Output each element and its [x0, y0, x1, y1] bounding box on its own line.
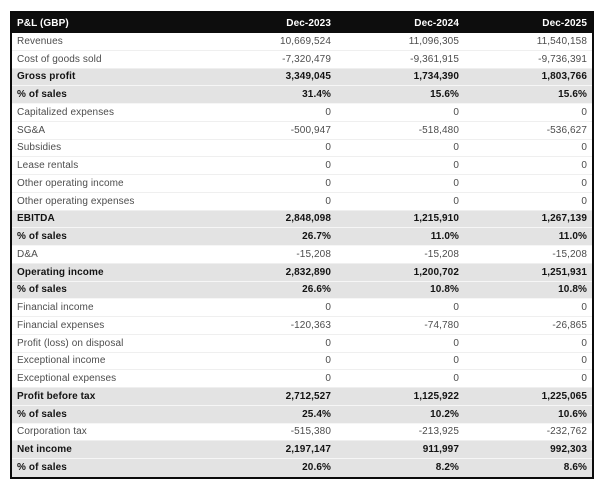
row-value: -15,208: [552, 248, 587, 260]
row-label: Exceptional expenses: [17, 373, 117, 385]
row-label: Cost of goods sold: [17, 53, 102, 65]
row-value: 10.8%: [430, 284, 459, 296]
row-value: 1,125,922: [413, 390, 459, 402]
row-value: 992,303: [550, 444, 587, 456]
row-value: -74,780: [424, 319, 459, 331]
row-label: EBITDA: [17, 213, 55, 225]
row-label: Other operating income: [17, 177, 124, 189]
row-label: Financial expenses: [17, 319, 105, 331]
table-row: [12, 335, 592, 353]
table-row: [12, 193, 592, 211]
row-value: 11,096,305: [408, 35, 459, 47]
row-value: 911,997: [422, 444, 459, 456]
table-row: [12, 424, 592, 442]
row-value: 0: [325, 373, 331, 385]
table-row: [12, 33, 592, 51]
table-title: P&L (GBP): [17, 17, 69, 29]
row-value: -9,736,391: [538, 53, 587, 65]
column-header-dec-2025: Dec-2025: [542, 17, 587, 29]
row-value: 20.6%: [302, 462, 331, 474]
row-label: Other operating expenses: [17, 195, 135, 207]
row-value: 0: [453, 142, 459, 154]
row-label: % of sales: [17, 462, 67, 474]
row-value: 0: [581, 195, 587, 207]
table-row: [12, 441, 592, 459]
row-label: Net income: [17, 444, 72, 456]
column-header-dec-2023: Dec-2023: [286, 17, 331, 29]
row-value: 0: [325, 177, 331, 189]
pnl-statement-table: [10, 11, 594, 479]
table-row: [12, 140, 592, 158]
table-row: [12, 157, 592, 175]
row-label: Revenues: [17, 35, 63, 47]
row-value: 1,225,065: [541, 390, 587, 402]
row-value: 0: [581, 106, 587, 118]
row-value: 0: [325, 355, 331, 367]
row-value: 2,197,147: [285, 444, 331, 456]
table-row: [12, 388, 592, 406]
row-value: 15.6%: [558, 89, 587, 101]
row-value: 0: [325, 160, 331, 172]
row-value: 1,251,931: [541, 266, 587, 278]
table-row: [12, 353, 592, 371]
row-value: 1,734,390: [413, 71, 459, 83]
table-row: [12, 228, 592, 246]
row-value: 0: [325, 337, 331, 349]
row-value: -26,865: [552, 319, 587, 331]
row-value: 11.0%: [430, 231, 459, 243]
row-label: Capitalized expenses: [17, 106, 115, 118]
row-label: Financial income: [17, 302, 94, 314]
row-label: Profit (loss) on disposal: [17, 337, 124, 349]
row-value: -213,925: [418, 426, 459, 438]
row-value: 0: [581, 337, 587, 349]
row-value: 0: [581, 355, 587, 367]
table-row: [12, 264, 592, 282]
table-row: [12, 51, 592, 69]
row-value: 2,832,890: [285, 266, 331, 278]
row-value: 1,215,910: [413, 213, 459, 225]
row-label: Subsidies: [17, 142, 62, 154]
row-value: 10.2%: [430, 408, 459, 420]
table-row: [12, 175, 592, 193]
row-value: 0: [453, 177, 459, 189]
row-value: -9,361,915: [410, 53, 459, 65]
row-value: 2,712,527: [285, 390, 331, 402]
table-row: [12, 370, 592, 388]
table-row: [12, 69, 592, 87]
row-value: 10.6%: [558, 408, 587, 420]
row-value: 0: [453, 373, 459, 385]
row-label: Corporation tax: [17, 426, 87, 438]
row-value: 15.6%: [430, 89, 459, 101]
row-value: 1,267,139: [541, 213, 587, 225]
row-value: -15,208: [424, 248, 459, 260]
row-value: 0: [453, 302, 459, 314]
row-label: Exceptional income: [17, 355, 106, 367]
row-value: -536,627: [546, 124, 587, 136]
row-value: 25.4%: [302, 408, 331, 420]
row-value: 0: [325, 302, 331, 314]
row-label: SG&A: [17, 124, 46, 136]
row-label: % of sales: [17, 408, 67, 420]
table-row: [12, 86, 592, 104]
row-value: 0: [325, 195, 331, 207]
row-value: -518,480: [418, 124, 459, 136]
row-value: 0: [453, 337, 459, 349]
row-value: 0: [325, 106, 331, 118]
table-row: [12, 104, 592, 122]
row-value: 0: [325, 142, 331, 154]
row-value: -15,208: [296, 248, 331, 260]
row-label: D&A: [17, 248, 38, 260]
table-row: [12, 299, 592, 317]
row-value: 0: [453, 106, 459, 118]
row-value: -500,947: [290, 124, 331, 136]
table-row: [12, 406, 592, 424]
row-label: Profit before tax: [17, 390, 96, 402]
row-value: 11.0%: [558, 231, 587, 243]
row-label: Operating income: [17, 266, 104, 278]
row-value: 1,803,766: [541, 71, 587, 83]
table-body: [12, 33, 592, 477]
row-label: % of sales: [17, 284, 67, 296]
table-row: [12, 246, 592, 264]
table-row: [12, 459, 592, 477]
row-value: 0: [581, 160, 587, 172]
table-row: [12, 122, 592, 140]
row-value: 2,848,098: [285, 213, 331, 225]
table-header-row: [12, 13, 592, 33]
row-label: % of sales: [17, 231, 67, 243]
column-header-dec-2024: Dec-2024: [414, 17, 459, 29]
row-value: 0: [581, 142, 587, 154]
row-value: 10.8%: [558, 284, 587, 296]
row-value: 26.7%: [302, 231, 331, 243]
row-value: 0: [581, 177, 587, 189]
row-value: 0: [453, 160, 459, 172]
row-value: 1,200,702: [413, 266, 459, 278]
row-value: 26.6%: [302, 284, 331, 296]
row-value: 31.4%: [302, 89, 331, 101]
row-value: 0: [453, 195, 459, 207]
row-value: 11,540,158: [536, 35, 587, 47]
row-value: 8.6%: [563, 462, 587, 474]
table-row: [12, 317, 592, 335]
row-value: 0: [581, 373, 587, 385]
table-row: [12, 282, 592, 300]
table-row: [12, 211, 592, 229]
row-value: 8.2%: [435, 462, 459, 474]
row-value: 0: [453, 355, 459, 367]
row-value: -515,380: [290, 426, 331, 438]
row-label: Lease rentals: [17, 160, 79, 172]
row-value: -7,320,479: [282, 53, 331, 65]
row-value: 10,669,524: [279, 35, 331, 47]
row-value: 0: [581, 302, 587, 314]
row-label: % of sales: [17, 89, 67, 101]
row-value: -232,762: [546, 426, 587, 438]
row-value: -120,363: [290, 319, 331, 331]
row-label: Gross profit: [17, 71, 76, 83]
row-value: 3,349,045: [285, 71, 331, 83]
